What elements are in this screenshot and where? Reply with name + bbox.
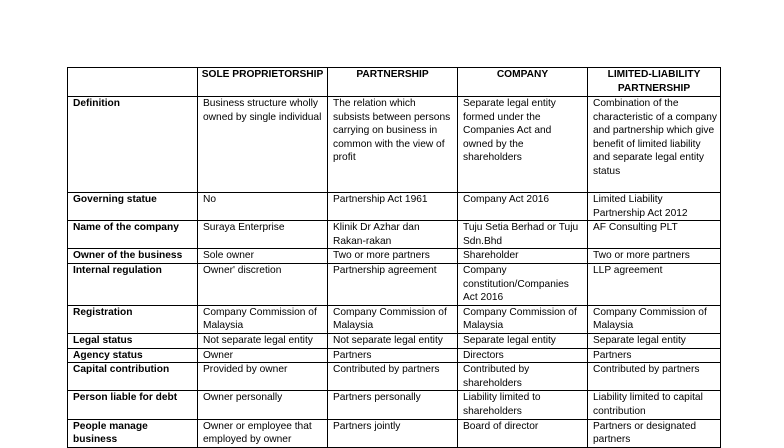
header-partnership: PARTNERSHIP (328, 68, 458, 97)
row-label: Name of the company (68, 221, 198, 249)
row-label: Internal regulation (68, 263, 198, 305)
cell: Klinik Dr Azhar dan Rakan-rakan (328, 221, 458, 249)
table-row (68, 348, 721, 363)
cell: Suraya Enterprise (198, 221, 328, 249)
row-label: Registration (68, 305, 198, 333)
table-row (68, 263, 721, 305)
table-row (68, 193, 721, 221)
header-company: COMPANY (458, 68, 588, 97)
row-label: Owner of the business (68, 249, 198, 264)
cell: Sole owner (198, 249, 328, 264)
cell: Company Commission of Malaysia (198, 305, 328, 333)
cell: Limited Liability Partnership Act 2012 (588, 193, 721, 221)
cell: Partners jointly (328, 419, 458, 447)
cell: Liability limited to shareholders (458, 391, 588, 419)
cell: Partners (588, 348, 721, 363)
table-row (68, 97, 721, 193)
cell: Shareholder (458, 249, 588, 264)
header-llp: LIMITED-LIABILITY PARTNERSHIP (588, 68, 721, 97)
cell: Not separate legal entity (198, 333, 328, 348)
cell: Partners personally (328, 391, 458, 419)
row-label: Governing statue (68, 193, 198, 221)
cell: Partners (328, 348, 458, 363)
cell: Two or more partners (588, 249, 721, 264)
table-row (68, 333, 721, 348)
cell: Business structure wholly owned by single individual (198, 97, 328, 193)
cell: Provided by owner (198, 363, 328, 391)
table-row (68, 305, 721, 333)
cell: Company Commission of Malaysia (458, 305, 588, 333)
cell: Owner' discretion (198, 263, 328, 305)
cell: Separate legal entity (588, 333, 721, 348)
cell: Company Act 2016 (458, 193, 588, 221)
cell: No (198, 193, 328, 221)
table-row (68, 419, 721, 447)
cell: Combination of the characteristic of a company and partnership which give benefit of limited liability and separate legal entity status (588, 97, 721, 193)
cell: Partnership Act 1961 (328, 193, 458, 221)
cell: Contributed by partners (328, 363, 458, 391)
cell: Two or more partners (328, 249, 458, 264)
table-row (68, 363, 721, 391)
table-row (68, 221, 721, 249)
row-label: Person liable for debt (68, 391, 198, 419)
row-label: Definition (68, 97, 198, 193)
cell: Not separate legal entity (328, 333, 458, 348)
header-row (68, 68, 721, 97)
cell: Owner or employee that employed by owner (198, 419, 328, 447)
cell: Owner (198, 348, 328, 363)
cell: AF Consulting PLT (588, 221, 721, 249)
cell: Separate legal entity formed under the Companies Act and owned by the shareholders (458, 97, 588, 193)
cell: Liability limited to capital contribution (588, 391, 721, 419)
cell: Board of director (458, 419, 588, 447)
cell: LLP agreement (588, 263, 721, 305)
cell: Tuju Setia Berhad or Tuju Sdn.Bhd (458, 221, 588, 249)
cell: Company constitution/Companies Act 2016 (458, 263, 588, 305)
header-sole-proprietorship: SOLE PROPRIETORSHIP (198, 68, 328, 97)
cell: Owner personally (198, 391, 328, 419)
table-row (68, 391, 721, 419)
header-empty (68, 68, 198, 97)
cell: Contributed by shareholders (458, 363, 588, 391)
row-label: Agency status (68, 348, 198, 363)
table-row (68, 249, 721, 264)
cell: The relation which subsists between persons carrying on business in common with the view of profit (328, 97, 458, 193)
cell: Separate legal entity (458, 333, 588, 348)
business-structure-comparison-table (67, 67, 721, 448)
cell: Partners or designated partners (588, 419, 721, 447)
cell: Partnership agreement (328, 263, 458, 305)
row-label: People manage business (68, 419, 198, 447)
row-label: Legal status (68, 333, 198, 348)
cell: Directors (458, 348, 588, 363)
cell: Contributed by partners (588, 363, 721, 391)
cell: Company Commission of Malaysia (328, 305, 458, 333)
row-label: Capital contribution (68, 363, 198, 391)
cell: Company Commission of Malaysia (588, 305, 721, 333)
